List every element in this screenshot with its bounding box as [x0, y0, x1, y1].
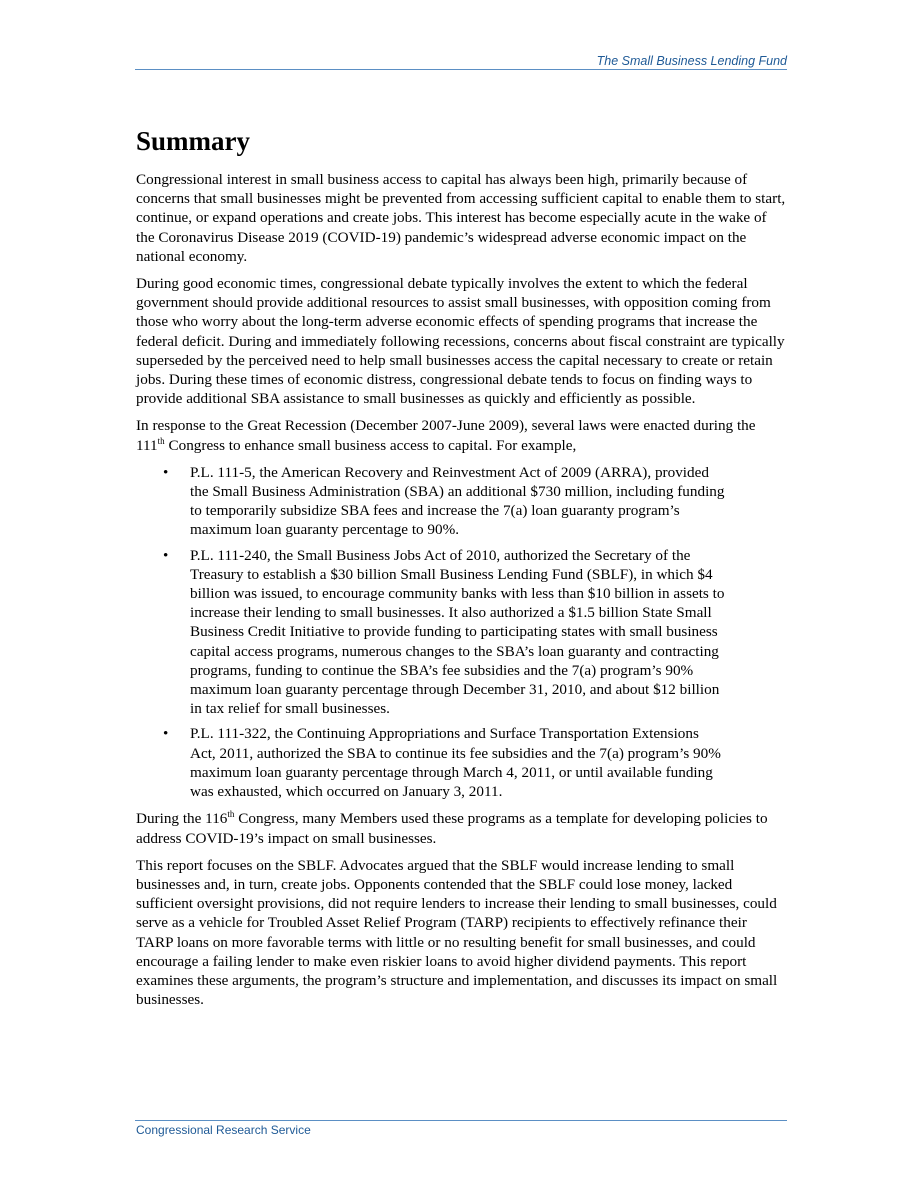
bullet-icon: • — [163, 725, 169, 743]
footer-divider — [135, 1120, 787, 1121]
summary-paragraph-2: During good economic times, congressional debate typically involves the extent to which the federal government should provide additional resources to assist small businesses, with opposition coming from those who worry about the long-term adverse economic effects of spending programs that increase the federal deficit. During and immediately following recessions, concerns about fiscal constraint are typically superseded by the perceived need to help small businesses access the capital necessary to create or retain jobs. During these times of economic distress, congressional debate tends to focus on finding ways to provide additional SBA assistance to small businesses as quickly and efficiently as possible. — [136, 275, 785, 408]
paragraph-4-text-start: During the 116 — [136, 810, 228, 828]
bullet-text: P.L. 111-5, the American Recovery and Reinvestment Act of 2009 (ARRA), provided the Small Business Administration (SBA) an additional $730 million, including funding to temporarily subsidize SBA fees and increase the 7(a) loan guaranty program’s maximum loan guaranty percentage to 90%. — [190, 463, 725, 539]
running-header-title: The Small Business Lending Fund — [596, 54, 787, 68]
footer-organization: Congressional Research Service — [136, 1123, 311, 1137]
summary-heading: Summary — [136, 126, 250, 156]
legislation-bullet-list — [136, 463, 786, 801]
bullet-item-arra — [136, 463, 726, 540]
bullet-text: P.L. 111-322, the Continuing Appropriations and Surface Transportation Extensions Act, 2011, authorized the SBA to continue its fee subsidies and the 7(a) program’s 90% maximum loan guaranty percentage through March 4, 2011, or until available funding was exhausted, which occurred on January 3, 2011. — [190, 725, 721, 801]
bullet-icon: • — [163, 546, 169, 564]
bullet-item-small-business-jobs-act — [136, 546, 726, 719]
summary-paragraph-5: This report focuses on the SBLF. Advocates argued that the SBLF would increase lending to small businesses and, in turn, create jobs. Opponents contended that the SBLF could lose money, lacked sufficient oversight provisions, did not require lenders to increase their lending to small businesses, could serve as a vehicle for Troubled Asset Relief Program (TARP) recipients to effectively refinance their TARP loans on more favorable terms with little or no resulting benefit for small businesses, and could encourage a failing lender to make even riskier loans to avoid higher dividend payments. This report examines these arguments, the program’s structure and implementation, and discusses its impact on small businesses. — [136, 856, 778, 1009]
paragraph-4-text-end: Congress, many Members used these programs as a template for developing policies to address COVID-19’s impact on small businesses. — [136, 810, 768, 847]
paragraph-3-text-end: Congress to enhance small business access to capital. For example, — [164, 436, 577, 454]
ordinal-superscript: th — [157, 435, 165, 446]
bullet-icon: • — [163, 463, 169, 481]
summary-paragraph-4 — [136, 809, 786, 847]
page-body — [136, 122, 786, 1017]
bullet-item-continuing-appropriations — [136, 724, 726, 801]
header-divider — [135, 69, 787, 70]
summary-paragraph-3 — [136, 416, 786, 454]
ordinal-superscript: th — [227, 809, 235, 820]
summary-paragraph-1: Congressional interest in small business access to capital has always been high, primarily because of concerns that small businesses might be prevented from accessing sufficient capital to enable them to start, continue, or expand operations and create jobs. This interest has become especially acute in the wake of the Coronavirus Disease 2019 (COVID-19) pandemic’s widespread adverse economic impact on the national economy. — [136, 171, 786, 265]
bullet-text: P.L. 111-240, the Small Business Jobs Act of 2010, authorized the Secretary of the Treasury to establish a $30 billion Small Business Lending Fund (SBLF), in which $4 billion was issued, to encourage community banks with less than $10 billion in assets to increase their lending to small businesses. It also authorized a $1.5 billion State Small Business Credit Initiative to provide funding to participating states with small business capital access programs, numerous changes to the SBA’s loan guaranty and contracting programs, funding to continue the SBA’s fee subsidies and the 7(a) program’s 90% maximum loan guaranty percentage through December 31, 2010, and about $12 billion in tax relief for small businesses. — [190, 546, 725, 718]
paragraph-3-text-start: In response to the Great Recession (December 2007-June 2009), several laws were enacted during the 111 — [136, 417, 756, 454]
